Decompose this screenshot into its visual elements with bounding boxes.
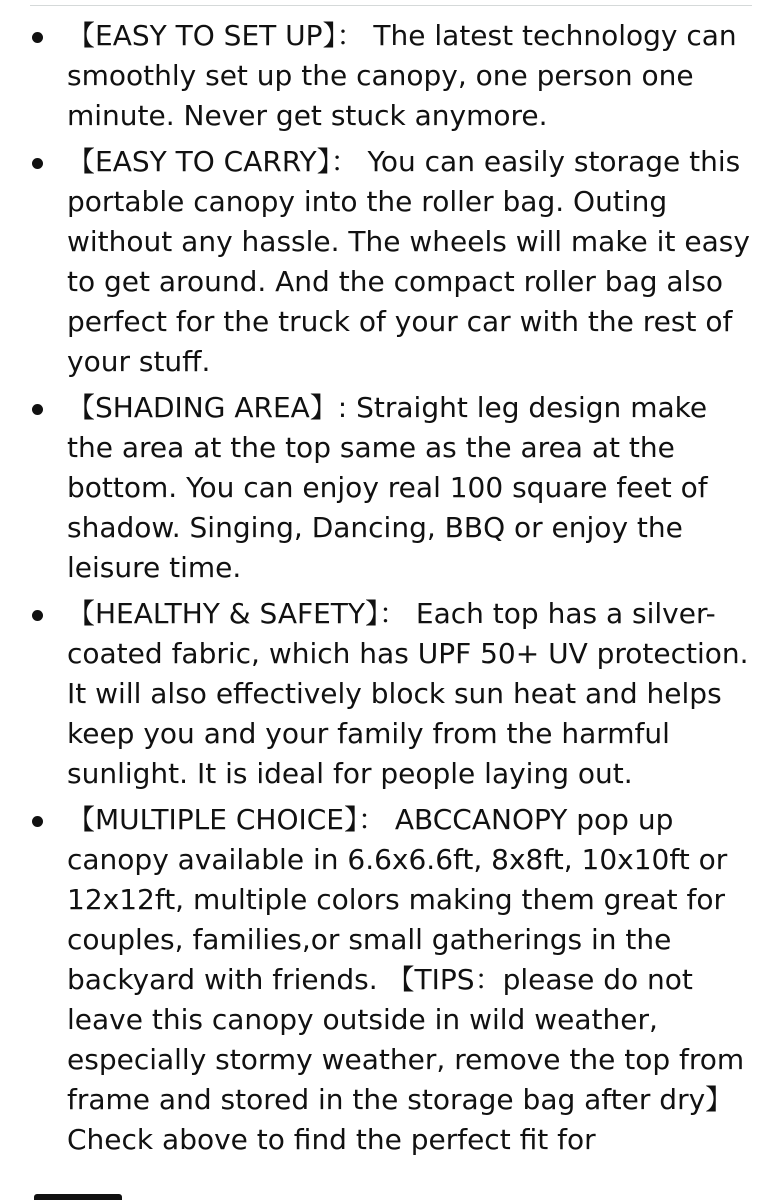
bullet-dot-icon (32, 816, 43, 827)
bullet-easy-to-carry (0, 142, 782, 382)
bullet-text: 【MULTIPLE CHOICE】： ABCCANOPY pop up canopy available in 6.6x6.6ft, 8x8ft, 10x10ft or 12x12ft, multiple colors making them great for couples, families,or small gatherings in the backyard with friends. 【TIPS：please do not leave this canopy outside in wild weather, especially stormy weather, remove the top from frame and stored in the storage bag after dry】Check above to find the perfect fit for (67, 803, 745, 1156)
feature-bullet-list (0, 16, 782, 1166)
bottom-tab-indicator (34, 1194, 122, 1200)
bullet-healthy-safety (0, 594, 782, 794)
bullet-shading-area (0, 388, 782, 588)
bullet-text: 【SHADING AREA】: Straight leg design make the area at the top same as the area at the bottom. You can enjoy real 100 square feet of shadow. Singing, Dancing, BBQ or enjoy the leisure time. (67, 391, 708, 584)
top-divider (30, 5, 752, 6)
bullet-dot-icon (32, 32, 43, 43)
bullet-dot-icon (32, 404, 43, 415)
bullet-easy-to-set-up (0, 16, 782, 136)
bullet-dot-icon (32, 610, 43, 621)
bullet-dot-icon (32, 158, 43, 169)
bullet-text: 【HEALTHY & SAFETY】： Each top has a silver-coated fabric, which has UPF 50+ UV protection. It will also effectively block sun heat and helps keep you and your family from the harmful sunlight. It is ideal for people laying out. (67, 597, 749, 790)
bullet-multiple-choice (0, 800, 782, 1160)
bullet-text: 【EASY TO CARRY】： You can easily storage this portable canopy into the roller bag. Outing without any hassle. The wheels will make it easy to get around. And the compact roller bag also perfect for the truck of your car with the rest of your stuff. (67, 145, 750, 378)
bullet-text: 【EASY TO SET UP】： The latest technology can smoothly set up the canopy, one person one minute. Never get stuck anymore. (67, 19, 737, 132)
